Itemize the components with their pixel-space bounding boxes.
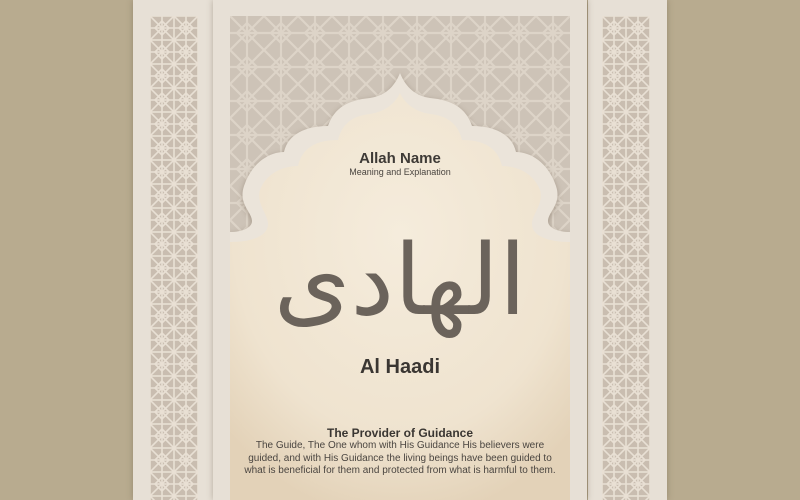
page-title: Allah Name — [359, 150, 441, 167]
center-card-inner — [230, 16, 570, 500]
arabic-calligraphy: الهادى — [273, 224, 527, 338]
meaning-heading: The Provider of Guidance — [326, 426, 474, 440]
center-card — [213, 0, 587, 500]
right-decorative-panel — [588, 0, 667, 500]
left-decorative-panel — [133, 0, 213, 500]
left-lattice-pattern — [150, 16, 198, 500]
page-subtitle: Meaning and Explanation — [349, 167, 451, 177]
meaning-description: The Guide, The One whom with His Guidance His believers were guided, and with His Guidance the living beings have been guided to what is beneficial for them and protected from what is harmful to them. — [244, 440, 556, 476]
right-lattice-pattern — [602, 16, 650, 500]
name-transliteration: Al Haadi — [359, 356, 441, 378]
